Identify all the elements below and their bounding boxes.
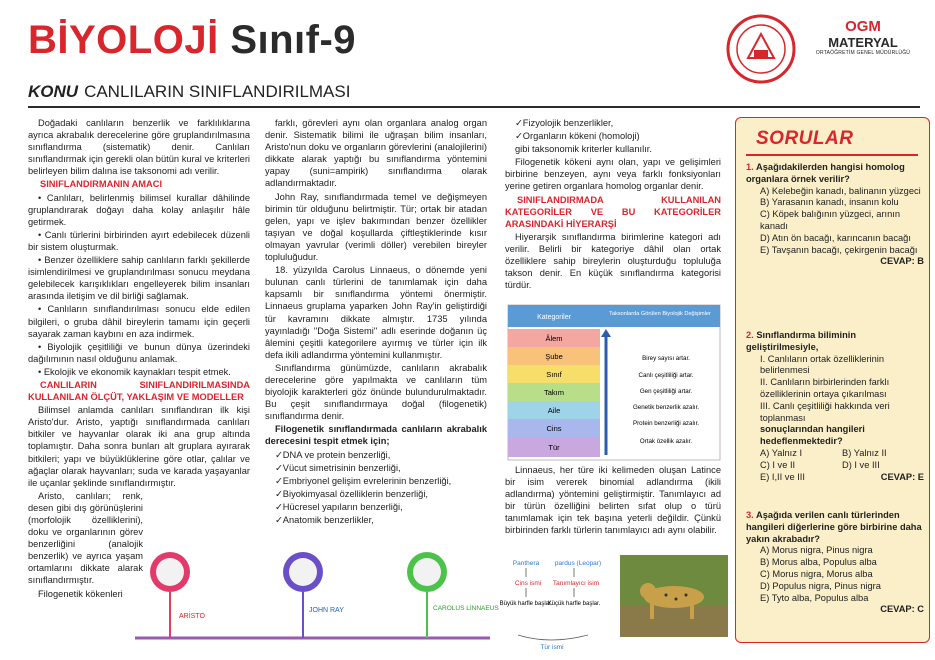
- header-divider: [28, 106, 920, 108]
- ogm-logo: OGM MATERYAL ORTAÖĞRETİM GENEL MÜDÜRLÜĞÜ: [815, 18, 911, 56]
- svg-text:Panthera: Panthera: [512, 560, 540, 567]
- timeline-diagram: [135, 548, 499, 648]
- question-2: 2. Sınıflandırma biliminin geliştirilmesiyle, I. Canlıların ortak özelliklerinin belirlenmesi II. Canlıların birbirlerinden farklı özelliklerinin ortaya çıkarılması III. Canlı çeşitliliği hakkında veri toplanması sonuçlarından hangileri hedeflenmektedir? A) Yalnız I B) Yalnız II C) I ve II D) I ve III E) I,II ve III CEVAP: E: [746, 330, 924, 482]
- column-1: Doğadaki canlıların benzerlik ve farklılıklarına ayrıca akrabalık derecelerine göre gruplandırılmasına sınıflandırma (sistematik) denir. Canlıları sınıflandırmak için gerekli olan bütün kural ve kriterleri belirleyen bilim dalına ise taksonomi adı verilir. SINIFLANDIRMANIN AMACI • Canlıları, belirlenmiş bilimsel kurallar dâhilinde gruplandırarak doğayı daha kolay anlaşılır hâle getirmek. • Canlı türlerini birbirinden ayırt edebilecek düzenli bir sistem oluşturmak. • Benzer özelliklere sahip canlıların farklı şekillerde isimlendirilmesi ve gruplandırılması sonucu meydana gelebilecek karışıklıkları engelleyerek bilim insanları arasında iletişim ve dil birliği sağlamak. • Canlıların sınıflandırılması sonucu elde edilen bilgileri, o gruba dâhil bireylerin tamamı için geçerli sayarak zaman kaybını en aza indirmek. • Biyolojik çeşitliliği ve bunun dünya üzerindeki dağılımının nasıl olduğunu anlamak. • Ekolojik ve ekonomik kaynakları tespit etmek. CANLILARIN SINIFLANDIRILMASINDA KULLANILAN ÖLÇÜT, YAKLAŞIM VE MODELLER Bilimsel anlamda canlıları sınıflandıran ilk kişi Aristo'dur. Aristo, yaptığı sınıflandırmada canlıları bitkiler ve hayvanlar olarak iki ana grup altında toplamıştır. Daha sonra bunları alt gruplara ayırarak bitkileri; yapı ve büyüklüklerine göre otlar, çalılar ve ağaçlar olarak hayvanları; suda ve karada yaşayanlar ile uçanlar şeklinde sınıflandırmıştır. Aristo, canlıları; renk, desen gibi dış görünüşlerini (morfolojik özelliklerini), doku ve organlarının görev benzerliğini (analojik benzerlik) ve ayrıca yaşam ortamlarını dikkate alarak sınıflandırmıştır. Filogenetik kökenleri: [28, 118, 250, 599]
- change-label: Birey sayısı artar.: [642, 355, 690, 362]
- change-label: Canlı çeşitliliği artar.: [638, 372, 694, 379]
- change-label: Genetik benzerlik azalır.: [632, 404, 700, 411]
- hierarchy-col-right: Taksonlarda Görülen Biyolojik Değişimler: [609, 311, 711, 317]
- svg-text:pardus (Leopar): pardus (Leopar): [554, 560, 602, 567]
- questions-title: SORULAR: [756, 128, 854, 149]
- svg-text:Büyük harfle başlar.: Büyük harfle başlar.: [499, 601, 553, 607]
- questions-divider: [746, 154, 918, 156]
- hierarchy-diagram: [508, 305, 720, 460]
- column-2: farklı, görevleri aynı olan organlara analog organ denir. Sistematik bilimi ile uğraşan bilim insanları, Aristo'nun doku ve organların görevlerini (analojilerini) dikkate alarak yaptığı bu sınıflandırma yöntemini yapay (suni=ampirik) sınıflandırma olarak adlandırmaktadır. John Ray, sınıflandırmada temel ve değişmeyen birimin tür olduğunu belirtmiştir. Tür; ortak bir atadan gelen, yapı ve işlev bakımından benzer özellikler taşıyan ve doğal koşullarda çiftleştiklerinde kısır olmayan yavrular (verimli döller) verebilen bireyler topluluğudur. 18. yüzyılda Carolus Linnaeus, o dönemde yeni bulunan canlı türlerini de tanımlamak için daha kapsamlı bir sınıflandırma yöntemi önermiştir. Linnaeus gruplama yaparken John Ray'in geliştirdiği tür kavramını dikkate almıştır. 1735 yılında yayınladığı "Doğa Sistemi" adlı eserinde doğanın üç âlemini çeşitli kategorilere ayırmış ve türler için ilk defa ikili adlandırma yöntemini kullanmıştır. Sınıflandırma günümüzde, canlıların akrabalık derecelerine göre yapılmakta ve canlıların tüm biyolojik karakterleri göz önünde bulundurulmaktadır. Bu çeşit sınıflandırmaya doğal (filogenetik) sınıflandırma denir. Filogenetik sınıflandırmada canlıların akrabalık derecesini tespit etmek için; ✓ DNA ve protein benzerliği, ✓ Vücut simetrisinin benzerliği, ✓ Embriyonel gelişim evrelerinin benzerliği, ✓ Biyokimyasal özelliklerin benzerliği, ✓ Hücresel yapıların benzerliği, ✓ Anatomik benzerlikler,: [265, 117, 487, 527]
- level-label: Şube: [545, 352, 563, 361]
- column-3: ✓ Fizyolojik benzerlikler, ✓ Organların kökeni (homoloji) gibi taksonomik kriterler kullanılır. Filogenetik kökeni aynı olan, yapı ve gelişimleri birbirine benzeyen, aynı veya farklı fonksiyonları yerine getiren organlara homolog organlar denir. SINIFLANDIRMADA KULLANILAN KATEGORİLER VE BU KATEGORİLER ARASINDAKİ HİYERARŞİ Hiyerarşik sınıflandırma birimlerine kategori adı verilir. Belirli bir kategoriye dâhil olan ortak özelliklere sahip bireylerin oluşturduğu topluluğa takson denir. En küçük sınıflandırma kategorisi türdür.: [505, 117, 721, 292]
- column-3-bottom: Linnaeus, her türe iki kelimeden oluşan Latince bir isim vererek binomial adlandırma (ikili adlandırma) yöntemini geliştirmiştir. Tanımlayıcı ad bir türün özelliğini belirten sıfat olup o türü tanımlamak için tek başına yeterli değildir. Çünkü birbirinden farklı türlerin tanımlayıcı adı aynı olabilir.: [505, 465, 721, 536]
- svg-text:Küçük harfle başlar.: Küçük harfle başlar.: [547, 601, 601, 607]
- question-3: 3. Aşağıda verilen canlı türlerinden hangileri diğerlerine göre birbirine daha yakın akrabadır? A) Morus nigra, Pinus nigra B) Morus alba, Populus alba C) Morus nigra, Morus alba D) Populus nigra, Pinus nigra E) Tyto alba, Populus alba CEVAP: C: [746, 510, 924, 615]
- leopard-photo: [620, 555, 728, 637]
- binomial-naming-diagram: [499, 557, 618, 652]
- svg-text:Tür ismi: Tür ismi: [540, 644, 564, 651]
- timeline-label: CAROLUS LİNNAEUS: [433, 605, 499, 612]
- level-label: Âlem: [545, 334, 563, 343]
- svg-text:Tanımlayıcı isim: Tanımlayıcı isim: [552, 580, 600, 587]
- level-label: Sınıf: [546, 370, 562, 379]
- change-label: Protein benzerliği azalır.: [632, 420, 700, 427]
- level-label: Tür: [548, 443, 560, 452]
- topic-heading: KONU CANLILARIN SINIFLANDIRILMASI: [28, 82, 351, 101]
- timeline-label: ARİSTO: [179, 613, 205, 620]
- timeline-label: JOHN RAY: [309, 607, 344, 614]
- level-label: Takım: [543, 388, 565, 397]
- level-label: Aile: [547, 406, 561, 415]
- change-label: Ortak özellik azalır.: [639, 438, 693, 445]
- hierarchy-col-left: Kategoriler: [537, 314, 571, 321]
- ministry-seal-icon: [726, 14, 796, 84]
- question-1: 1. Aşağıdakilerden hangisi homolog organlara örnek verilir? A) Kelebeğin kanadı, balinanın yüzgeci B) Yarasanın kanadı, insanın kolu C) Köpek balığının yüzgeci, arının kanadı D) Atın ön bacağı, karıncanın bacağı E) Tavşanın bacağı, çekirgenin bacağı CEVAP: B: [746, 162, 924, 267]
- page-title: BİYOLOJİ Sınıf-9: [28, 18, 357, 62]
- change-label: Gen çeşitliliği artar.: [639, 388, 693, 395]
- svg-text:Cins ismi: Cins ismi: [514, 580, 542, 587]
- questions-panel: [735, 117, 930, 643]
- level-label: Cins: [546, 424, 562, 433]
